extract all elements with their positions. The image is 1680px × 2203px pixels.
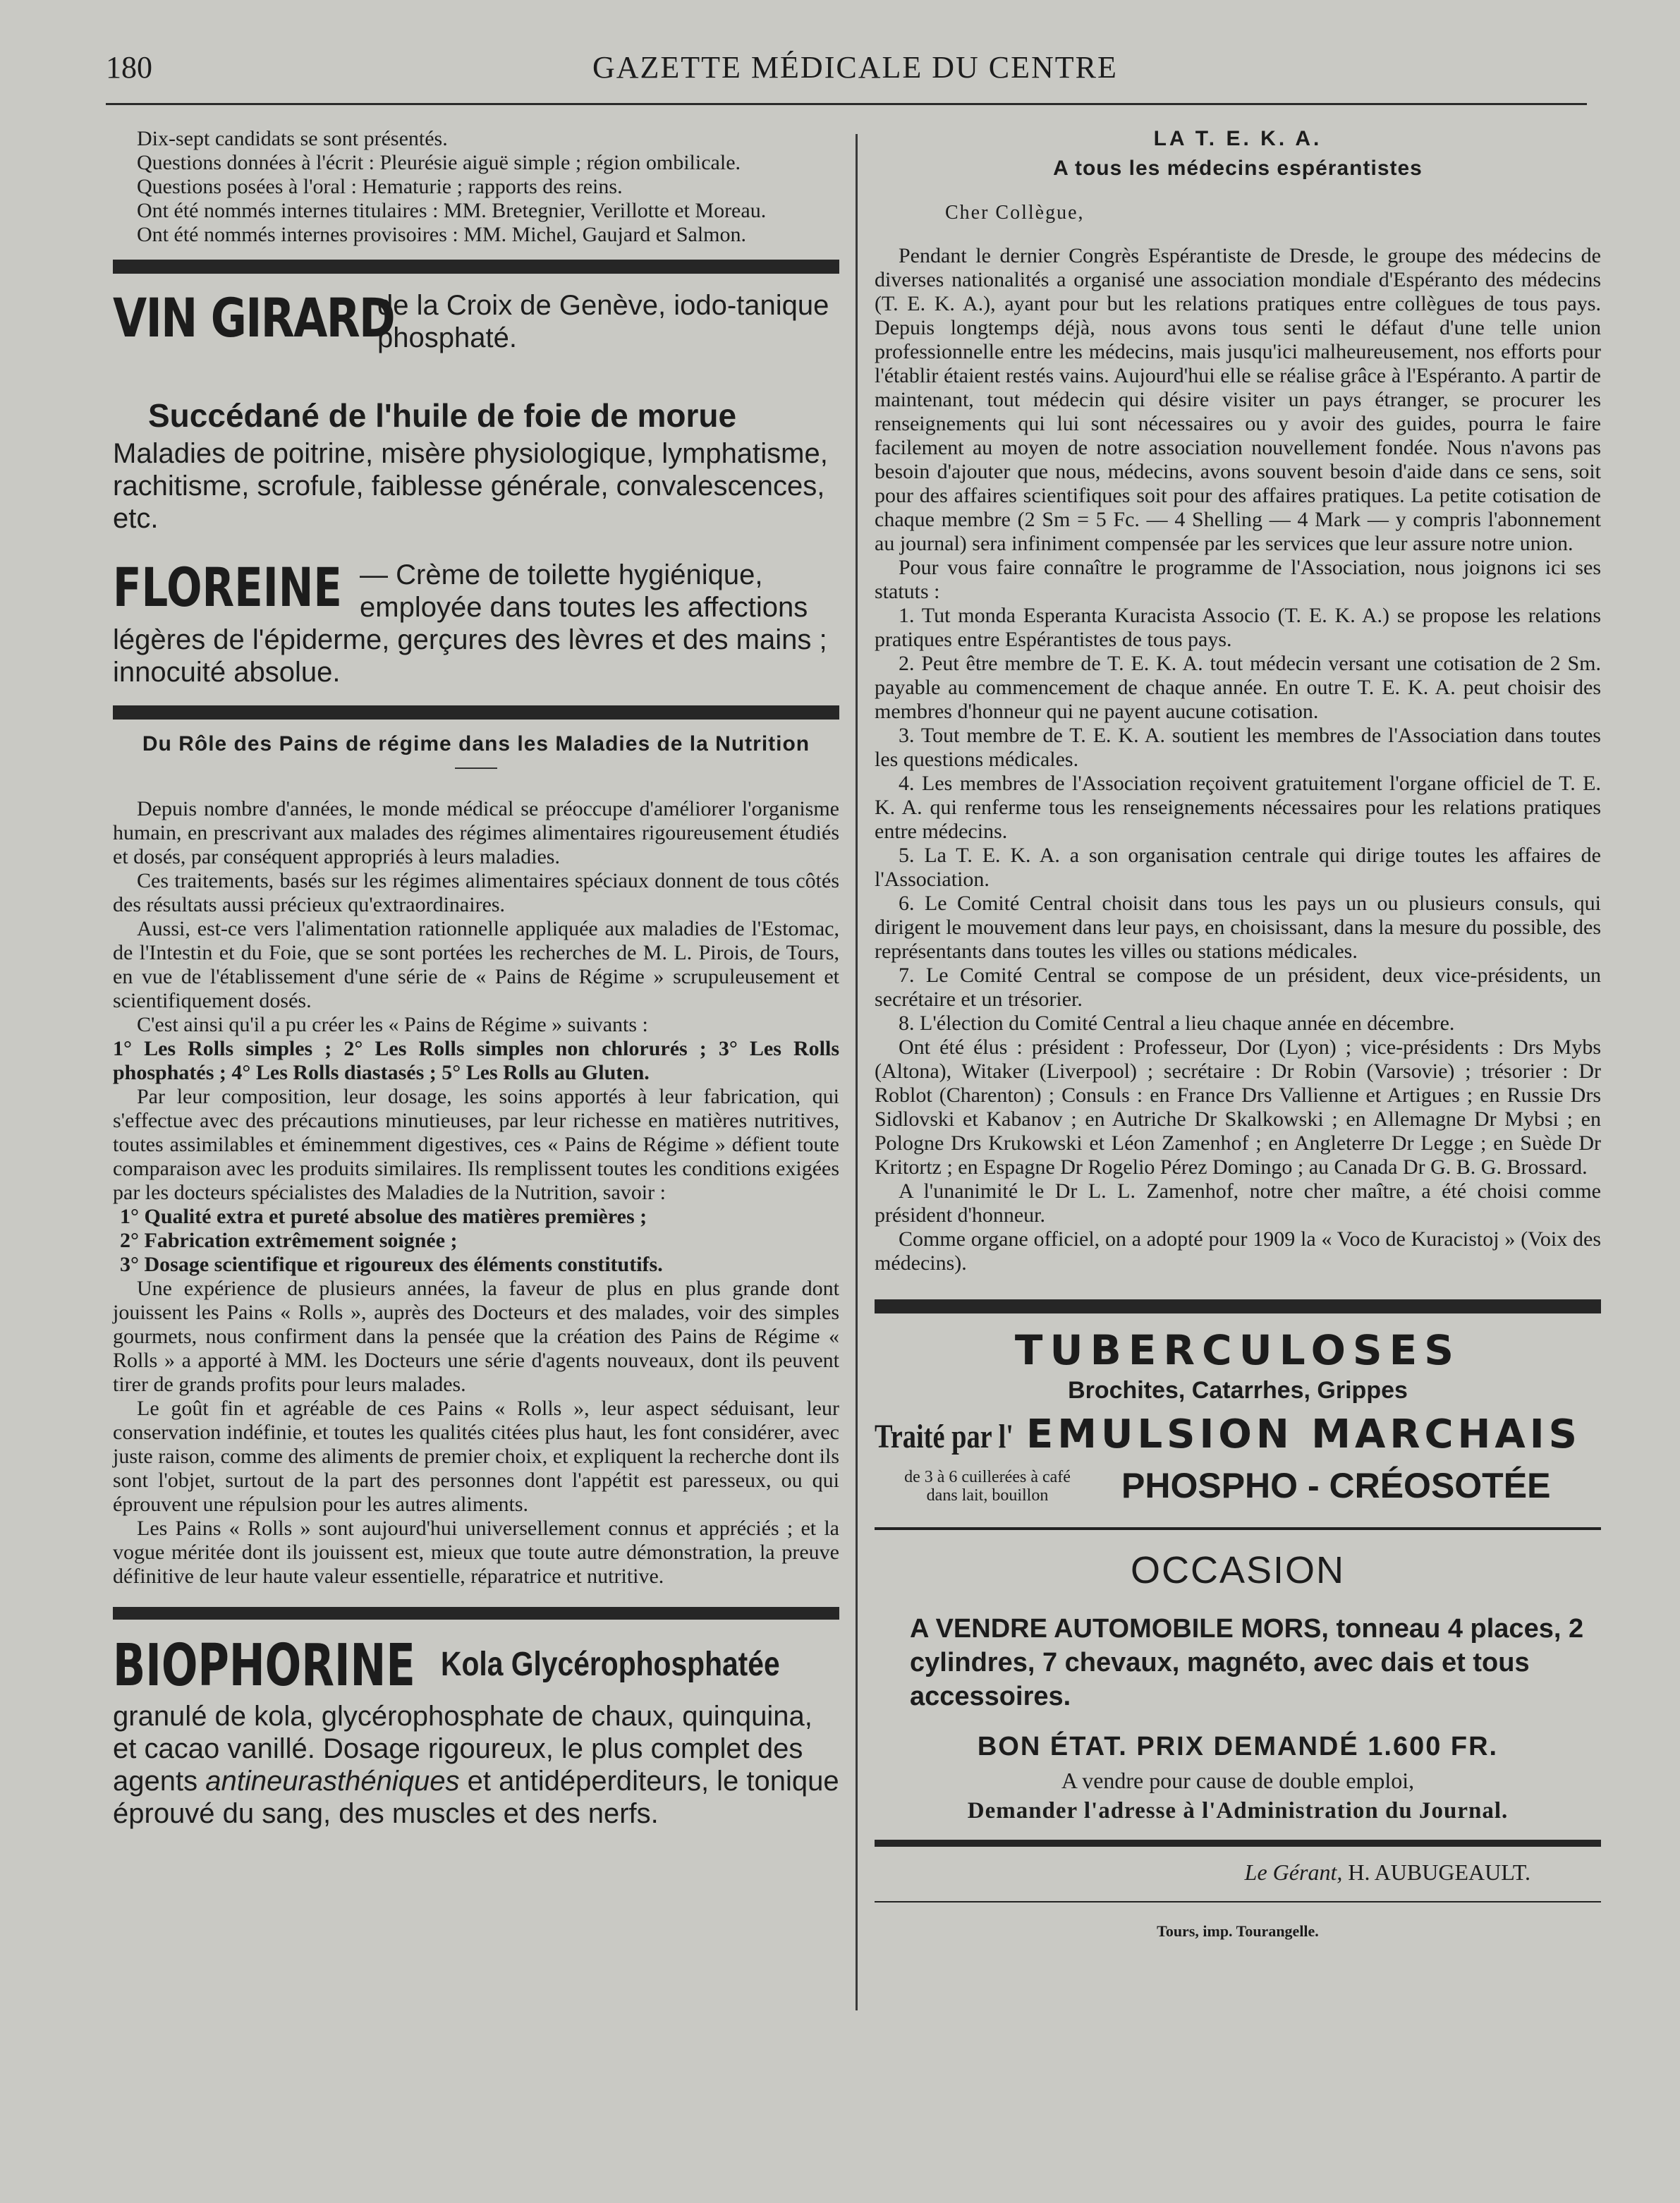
running-title: GAZETTE MÉDICALE DU CENTRE xyxy=(592,50,1118,85)
letter-paragraph: 8. L'élection du Comité Central a lieu chaque année en décembre. xyxy=(899,1012,1455,1035)
intro-line: Ont été nommés internes provisoires : MM. Michel, Gaujard et Salmon. xyxy=(137,223,747,246)
page-number: 180 xyxy=(106,50,152,85)
letter-paragraph: 3. Tout membre de T. E. K. A. soutient les membres de l'Association dans toutes les questions médicales. xyxy=(875,724,1601,771)
article-paragraph: Les Pains « Rolls » sont aujourd'hui universellement connus et appréciés ; et la vogue méritée dont ils jouissent est, mieux que toute autre démonstration, la preuve définitive de leur haute valeur essentielle, réparatrice et nutritive. xyxy=(113,1517,839,1588)
floreine-body: légères de l'épiderme, gerçures des lèvres et des mains ; innocuité absolue. xyxy=(113,624,827,688)
page-header xyxy=(106,49,1587,99)
vin-girard-body: Maladies de poitrine, misère physiologique, lymphatisme, rachitisme, scrofule, faiblesse générale, convalescences, etc. xyxy=(113,438,828,534)
biophorine-body-text: granulé de kola, glycérophosphate de chaux, quinquina, et cacao vanillé. Dosage rigoureux, le plus complet des agents xyxy=(113,1701,812,1797)
dose-line: de 3 à 6 cuillerées à café xyxy=(904,1468,1071,1486)
biophorine-subtitle: Kola Glycérophosphatée xyxy=(441,1646,780,1683)
phospho-creosotee: PHOSPHO - CRÉOSOTÉE xyxy=(1121,1466,1551,1505)
floreine-ad xyxy=(113,556,839,688)
separator-bar xyxy=(113,1607,839,1620)
tuberculoses-ad xyxy=(875,1326,1601,1524)
article-paragraph: Ces traitements, basés sur les régimes alimentaires spéciaux donnent de tous côtés des résultats aussi précieux qu'extraordinaires. xyxy=(113,869,839,916)
intro-line: Ont été nommés internes titulaires : MM. Bretegnier, Verillotte et Moreau. xyxy=(137,199,767,222)
floreine-subtitle: — Crème de toilette hygiénique, employée dans toutes les affections xyxy=(360,559,808,623)
letter-paragraph: 2. Peut être membre de T. E. K. A. tout médecin versant une cotisation de 2 Sm. payable au commencement de chaque année. En outre T. E. K. A. peut choisir des membres d'honneur qui ne payent aucune cotisation. xyxy=(875,652,1601,723)
dose-instructions xyxy=(875,1468,1100,1505)
emulsion-marchais: EMULSION MARCHAIS xyxy=(1026,1412,1581,1457)
tuberculoses-subtitle: Brochites, Catarrhes, Grippes xyxy=(1068,1377,1408,1404)
letter-paragraph: Comme organe officiel, on a adopté pour 1909 la « Voco de Kuracistoj » (Voix des médecins). xyxy=(875,1227,1601,1275)
article-paragraph: Depuis nombre d'années, le monde médical se préoccupe d'améliorer l'organisme humain, en prescrivant aux malades des régimes alimentaires rigoureusement étudiés et dosés, par conséquent appropriés à leurs maladies. xyxy=(113,797,839,868)
teka-title: LA T. E. K. A. xyxy=(1153,127,1322,150)
letter-paragraph: Pendant le dernier Congrès Espérantiste de Dresde, le groupe des médecins de diverses nationalités a organisé une association mondiale d'Espéranto des médecins (T. E. K. A.), ayant pour but les relations pratiques entre collègues de tous pays. Depuis longtemps déjà, nous avons tous senti le défaut d'une telle union professionnelle entre les médecins, mais jusqu'ici malheureusement, nos efforts pour l'établir étaient restés vains. Aujourd'hui elle se réalise grâce à l'Espéranto. A partir de maintenant, tout médecin qui désire visiter un pays étranger, se procurer les renseignements qui lui sont nécessaires ou y avoir des guides, pourra le faire facilement au moyen de notre association nouvellement fondée. Nous n'avons pas besoin d'ajouter que nous, médecins, avons souvent besoin d'aide dans ce sens, soit pour des affaires scientifiques soit pour des affaires pratiques. La petite cotisation de chaque membre (2 Sm = 5 Fc. — 4 Shelling — 4 Mark — y compris l'abonnement au journal) sera infiniment compensée par les services que leur assure notre union. xyxy=(875,244,1601,555)
list-item: 3° Dosage scientifique et rigoureux des éléments constitutifs. xyxy=(120,1253,663,1276)
intro-block xyxy=(113,127,839,247)
letter-paragraph: Ont été élus : président : Professeur, Dor (Lyon) ; vice-présidents : Drs Mybs (Altona), Witaker (Liverpool) ; secrétaire : Dr Robin (Varsovie) ; trésorier : Dr Roblot (Charenton) ; Consuls : en France Drs Vallienne et Artigues ; en Russie Drs Sidlovski et Kabanov ; en Autriche Dr Skalkowski ; en Allemagne Dr Mybsi ; en Pologne Drs Krukowski et Léon Zamenhof ; en Angleterre Dr Legge ; en Suède Dr Kritortz ; en Espagne Dr Rogelio Pérez Domingo ; au Canada Dr G. B. G. Brossard. xyxy=(875,1036,1601,1179)
biophorine-body xyxy=(113,1700,839,1830)
ad-rule xyxy=(875,1527,1601,1530)
separator-bar xyxy=(113,260,839,274)
article-paragraph: Par leur composition, leur dosage, les soins apportés à leur fabrication, qui s'effectue avec des précautions minutieuses, par leur richesse en matières nutritives, toutes assimilables et éminemment digestives, ces « Pains de Régime » défient toute comparaison avec les produits similaires. Ils remplissent toutes les conditions exigées par les docteurs spécialistes des Maladies de la Nutrition, savoir : xyxy=(113,1085,839,1204)
occasion-contact: Demander l'adresse à l'Administration du Journal. xyxy=(967,1798,1509,1823)
list-item: 2° Fabrication extrêmement soignée ; xyxy=(120,1229,458,1252)
gerant-name: H. AUBUGEAULT. xyxy=(1348,1859,1530,1885)
right-column xyxy=(875,127,1601,1941)
gerant-signature xyxy=(875,1859,1530,1886)
pains-article xyxy=(113,732,839,1589)
occasion-reason: A vendre pour cause de double emploi, xyxy=(1061,1768,1415,1793)
letter-paragraph: 1. Tut monda Esperanta Kuracista Associo (T. E. K. A.) se propose les relations pratiques entre Espérantistes de tous pays. xyxy=(875,604,1601,651)
footer-rule xyxy=(875,1901,1601,1902)
biophorine-body-emphasis: antineurasthéniques xyxy=(205,1766,460,1797)
article-paragraph: Une expérience de plusieurs années, la faveur de plus en plus grande dont jouissent les Pains « Rolls », auprès des Docteurs et des malades, voir des simples gourmets, nous confirment dans la pensée que la création des Pains de Régime « Rolls » a apporté à MM. les Docteurs une série d'agents nouveaux, dont ils peuvent tirer de grands profits pour leurs malades. xyxy=(113,1277,839,1396)
teka-subtitle: A tous les médecins espérantistes xyxy=(1053,157,1423,180)
letter-paragraph: 6. Le Comité Central choisit dans tous les pays un ou plusieurs consuls, qui dirigent le mouvement dans leur pays, en choisissant, dans la mesure du possible, des représentants dans toutes les villes ou stations médicales. xyxy=(875,892,1601,963)
short-rule xyxy=(455,767,497,769)
letter-paragraph: 7. Le Comité Central se compose de un président, deux vice-présidents, un secrétaire et un trésorier. xyxy=(875,964,1601,1011)
biophorine-ad xyxy=(113,1632,839,1830)
teka-letter xyxy=(875,244,1601,1275)
letter-paragraph: 5. La T. E. K. A. a son organisation centrale qui dirige toutes les affaires de l'Association. xyxy=(875,844,1601,891)
article-paragraph: C'est ainsi qu'il a pu créer les « Pains de Régime » suivants : xyxy=(137,1013,648,1036)
dose-line: dans lait, bouillon xyxy=(926,1486,1049,1505)
vin-girard-subtitle: de la Croix de Genève, iodo-tanique phosphaté. xyxy=(377,290,829,353)
letter-paragraph: 4. Les membres de l'Association reçoivent gratuitement l'organe officiel de T. E. K. A. qui renferme tous les renseignements nécessaires pour les relations pratiques entre médecins. xyxy=(875,772,1601,843)
occasion-ad xyxy=(875,1548,1601,1824)
left-column xyxy=(113,127,839,1830)
intro-line: Dix-sept candidats se sont présentés. xyxy=(137,127,448,150)
article-title: Du Rôle des Pains de régime dans les Maladies de la Nutrition xyxy=(142,732,810,755)
biophorine-name: BIOPHORINE xyxy=(113,1632,415,1699)
article-paragraph: Aussi, est-ce vers l'alimentation rationnelle appliquée aux maladies de l'Estomac, de l'Intestin et du Foie, que se sont portées les recherches de M. L. Pirois, de Tours, en vue de l'établissement d'une série de « Pains de Régime » scrupuleusement et scientifiquement dosés. xyxy=(113,917,839,1012)
vin-girard-name: VIN GIRARD xyxy=(113,286,395,349)
salutation: Cher Collègue, xyxy=(945,202,1085,224)
column-divider xyxy=(856,134,858,2010)
article-paragraph: Le goût fin et agréable de ces Pains « Rolls », leur aspect séduisant, leur conservation indéfinie, et toutes les qualités citées plus haut, les font considérer, avec juste raison, comme des aliments de premier choix, et expliquent la recherche dont ils sont l'objet, surtout de la part des personnes dont l'appétit est paresseux, ou qui éprouvent une répulsion pour les autres aliments. xyxy=(113,1397,839,1516)
occasion-body: A VENDRE AUTOMOBILE MORS, tonneau 4 places, 2 cylindres, 7 chevaux, magnéto, avec dais et tous accessoires. xyxy=(910,1614,1584,1711)
floreine-name: FLOREINE xyxy=(113,556,342,619)
letter-paragraph: Pour vous faire connaître le programme de l'Association, nous joignons ici ses statuts : xyxy=(875,556,1601,603)
article-paragraph: 1° Les Rolls simples ; 2° Les Rolls simples non chlorurés ; 3° Les Rolls phosphatés ; 4° Les Rolls diastasés ; 5° Les Rolls au Gluten. xyxy=(113,1037,839,1084)
traite-par: Traité par l' xyxy=(875,1418,1014,1455)
imprimerie: Tours, imp. Tourangelle. xyxy=(1157,1922,1319,1940)
gerant-label: Le Gérant, xyxy=(1244,1859,1343,1885)
vin-girard-tagline: Succédané de l'huile de foie de morue xyxy=(148,397,737,434)
letter-paragraph: A l'unanimité le Dr L. L. Zamenhof, notre cher maître, a été choisi comme président d'honneur. xyxy=(875,1179,1601,1227)
separator-bar xyxy=(113,705,839,720)
vin-girard-ad xyxy=(113,286,839,535)
list-item: 1° Qualité extra et pureté absolue des matières premières ; xyxy=(120,1205,647,1228)
separator-bar xyxy=(875,1840,1601,1847)
biophorine-body-text: et antidéperditeurs, le tonique éprouvé du sang, des muscles et des nerfs. xyxy=(113,1766,839,1829)
tuberculoses-title: TUBERCULOSES xyxy=(1014,1326,1461,1374)
header-rule xyxy=(106,103,1587,105)
occasion-price: BON ÉTAT. PRIX DEMANDÉ 1.600 FR. xyxy=(977,1732,1499,1761)
intro-line: Questions posées à l'oral : Hematurie ; rapports des reins. xyxy=(137,175,623,198)
intro-line: Questions données à l'écrit : Pleurésie aiguë simple ; région ombilicale. xyxy=(137,151,741,174)
occasion-title: OCCASION xyxy=(1130,1549,1346,1591)
separator-bar xyxy=(875,1299,1601,1313)
